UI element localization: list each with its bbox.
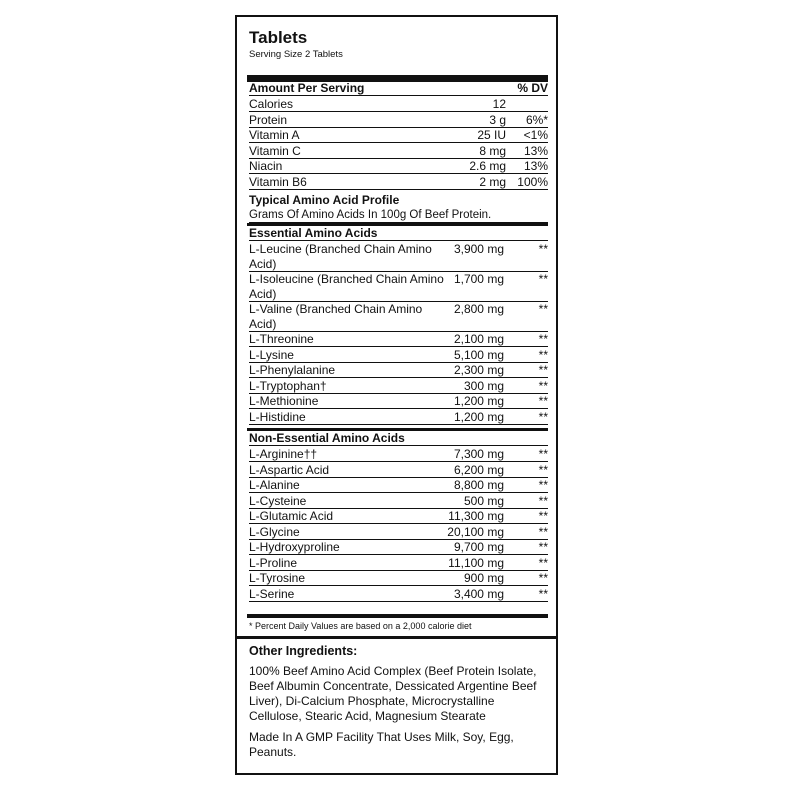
row-dv: ** xyxy=(538,378,548,393)
footnote: * Percent Daily Values are based on a 2,000 calorie diet xyxy=(249,621,472,631)
row-amount: 11,300 mg xyxy=(448,509,504,523)
row-dv: ** xyxy=(538,302,548,316)
table-row xyxy=(249,97,548,112)
row-name: L-Leucine (Branched Chain Amino Acid) xyxy=(249,242,432,271)
table-row xyxy=(249,159,548,174)
row-amount: 2,800 mg xyxy=(453,302,504,316)
table-row xyxy=(249,556,548,571)
row-name: L-Phenylalanine xyxy=(249,363,336,377)
table-row xyxy=(249,540,548,555)
row-amount: 3 g xyxy=(489,112,506,127)
row-name: L-Glycine xyxy=(249,524,300,539)
row-amount: 2 mg xyxy=(479,174,506,189)
table-row xyxy=(249,128,548,143)
row-name: L-Threonine xyxy=(249,332,314,346)
row-dv: ** xyxy=(538,447,548,461)
row-amount: 3,400 mg xyxy=(453,586,504,601)
table-row xyxy=(249,302,548,332)
table-row xyxy=(249,363,548,378)
row-name: L-Cysteine xyxy=(249,493,307,508)
row-dv: ** xyxy=(538,555,548,570)
table-row xyxy=(249,242,548,272)
row-dv: ** xyxy=(538,493,548,508)
table-row xyxy=(249,525,548,540)
row-name: Vitamin B6 xyxy=(249,174,307,189)
row-name: L-Tyrosine xyxy=(249,571,306,585)
row-name: L-Valine (Branched Chain Amino Acid) xyxy=(249,302,423,331)
row-name: L-Glutamic Acid xyxy=(249,509,334,523)
label-title: Tablets xyxy=(249,28,308,47)
table-row xyxy=(249,332,548,347)
label-header xyxy=(249,29,548,61)
row-amount: 2,300 mg xyxy=(453,363,504,377)
row-dv: ** xyxy=(538,571,548,585)
row-name: L-Alanine xyxy=(249,478,300,492)
table-row xyxy=(249,494,548,509)
row-amount: 8,800 mg xyxy=(453,478,504,492)
row-amount: 2.6 mg xyxy=(469,159,506,173)
row-name: L-Histidine xyxy=(249,409,306,424)
row-amount: 1,200 mg xyxy=(453,394,504,408)
row-dv: ** xyxy=(538,524,548,539)
row-dv: ** xyxy=(538,347,548,362)
table-row xyxy=(249,509,548,524)
amount-per-serving-header: Amount Per Serving xyxy=(249,81,365,95)
row-dv: ** xyxy=(538,363,548,377)
row-amount: 1,700 mg xyxy=(453,272,504,286)
profile-title: Typical Amino Acid Profile xyxy=(249,193,400,207)
row-amount: 3,900 mg xyxy=(453,242,504,256)
table-row xyxy=(249,447,548,462)
row-dv: ** xyxy=(538,394,548,408)
row-dv: ** xyxy=(538,272,548,286)
row-name: L-Isoleucine (Branched Chain Amino Acid) xyxy=(249,272,444,301)
supplement-facts-label xyxy=(235,15,558,775)
row-amount: 6,200 mg xyxy=(453,462,504,477)
row-name: Protein xyxy=(249,112,288,127)
row-name: L-Hydroxyproline xyxy=(249,540,340,554)
row-dv: ** xyxy=(538,332,548,346)
table-row xyxy=(249,410,548,425)
section-divider xyxy=(237,636,556,639)
table-row xyxy=(249,394,548,409)
other-ingredients-text: 100% Beef Amino Acid Complex (Beef Protein Isolate, Beef Albumin Concentrate, Dessicated Argentine Beef Liver), Di-Calcium Phosphate, Microcrystalline Cellulose, Stearic Acid, Magnesium Stearate xyxy=(249,664,537,723)
table-row xyxy=(249,379,548,394)
row-name: Vitamin A xyxy=(249,128,300,142)
nonessential-title: Non-Essential Amino Acids xyxy=(249,431,548,446)
table-row xyxy=(249,272,548,302)
row-dv: ** xyxy=(538,509,548,523)
row-amount: 12 xyxy=(492,97,506,111)
table-header-row xyxy=(249,81,548,96)
row-name: L-Tryptophan† xyxy=(249,378,327,393)
row-name: L-Lysine xyxy=(249,347,294,362)
row-amount: 8 mg xyxy=(479,143,506,158)
row-dv: 100% xyxy=(517,174,548,189)
row-dv: ** xyxy=(538,478,548,492)
row-dv: ** xyxy=(538,586,548,601)
profile-note: Grams Of Amino Acids In 100g Of Beef Protein. xyxy=(249,208,548,223)
table-row xyxy=(249,113,548,128)
row-amount: 20,100 mg xyxy=(447,524,504,539)
row-name: L-Serine xyxy=(249,586,295,601)
table-row xyxy=(249,175,548,190)
row-dv: 6%* xyxy=(525,112,548,127)
row-amount: 900 mg xyxy=(463,571,504,585)
other-ingredients xyxy=(249,644,548,760)
row-dv: ** xyxy=(538,540,548,554)
row-dv: ** xyxy=(538,409,548,424)
row-amount: 25 IU xyxy=(477,128,506,142)
row-amount: 300 mg xyxy=(463,378,504,393)
dv-header: % DV xyxy=(517,81,548,95)
row-name: Niacin xyxy=(249,159,283,173)
table-row xyxy=(249,587,548,602)
thick-divider xyxy=(247,614,548,618)
row-name: L-Proline xyxy=(249,555,298,570)
row-dv: ** xyxy=(538,462,548,477)
table-row xyxy=(249,144,548,159)
table-row xyxy=(249,571,548,586)
row-amount: 11,100 mg xyxy=(448,555,504,570)
other-ingredients-title: Other Ingredients: xyxy=(249,644,358,658)
row-amount: 1,200 mg xyxy=(453,409,504,424)
serving-size: Serving Size 2 Tablets xyxy=(249,49,343,60)
allergen-statement: Made In A GMP Facility That Uses Milk, Soy, Egg, Peanuts. xyxy=(249,730,514,759)
essential-title: Essential Amino Acids xyxy=(249,226,548,241)
row-dv: 13% xyxy=(523,159,548,173)
row-name: L-Aspartic Acid xyxy=(249,462,330,477)
row-amount: 9,700 mg xyxy=(453,540,504,554)
table-row xyxy=(249,478,548,493)
row-name: Calories xyxy=(249,97,294,111)
row-name: L-Arginine†† xyxy=(249,447,318,461)
row-amount: 5,100 mg xyxy=(453,347,504,362)
table-row xyxy=(249,348,548,363)
row-amount: 2,100 mg xyxy=(453,332,504,346)
row-amount: 500 mg xyxy=(463,493,504,508)
row-dv: 13% xyxy=(523,143,548,158)
row-name: L-Methionine xyxy=(249,394,319,408)
row-amount: 7,300 mg xyxy=(453,447,504,461)
row-dv: <1% xyxy=(523,128,548,142)
row-dv: ** xyxy=(538,242,548,256)
table-row xyxy=(249,463,548,478)
row-name: Vitamin C xyxy=(249,143,301,158)
